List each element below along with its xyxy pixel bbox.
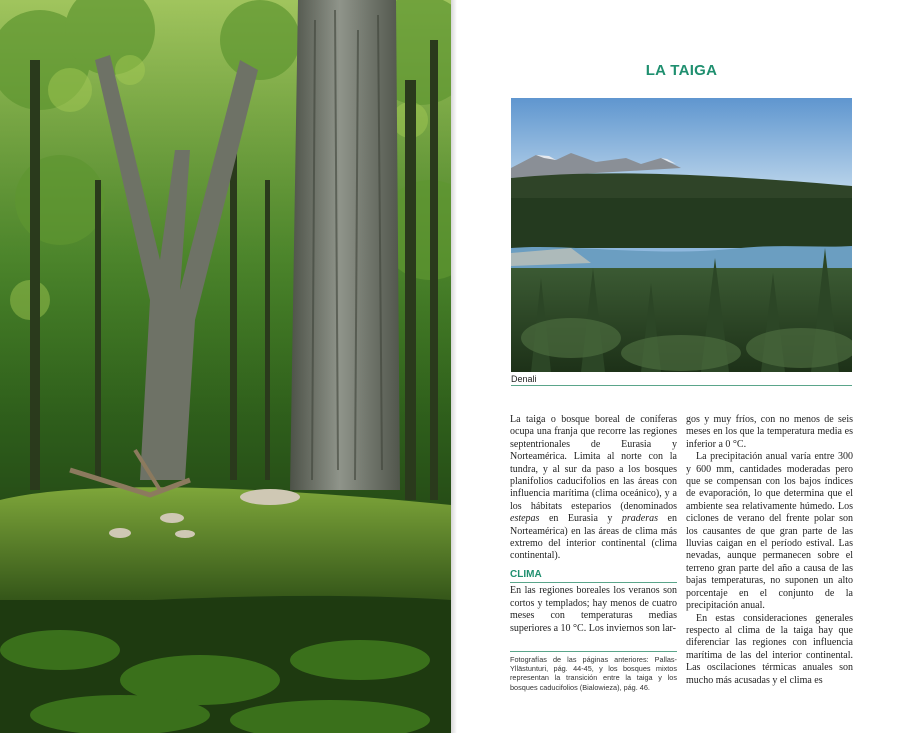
intro-italic-term: praderas [621, 513, 659, 525]
footnote-text: Fotografías de las páginas anteriores: Pallas-Yllästunturi, pág. 44-45, y los bosques mixtos representan la transición entre la taiga y los bosques caducifolios (Bialowieza), pág. 46. [510, 655, 677, 692]
paragraph-continuation: gos y muy fríos, con no menos de seis meses en los que la temperatura media es inferior a 0 °C. [686, 414, 853, 450]
intro-text-part: en Norteamérica) en las áreas de clima más extremo del interior continental (clima continental). [510, 513, 677, 562]
clima-paragraph: En las regiones boreales los veranos son cortos y templados; hay menos de cuatro meses con temperaturas medias superiores a 10 °C. Los inviernos son lar- [510, 585, 677, 634]
text-column-2 [686, 414, 853, 687]
intro-text-part: en Eurasia y [539, 513, 622, 525]
paragraph-precipitation: La precipitación anual varía entre 300 y 600 mm, cantidades moderadas pero que se compensan con los bajos índices de evaporación, lo que determina que el ambiente sea relativamente húmedo. Los ciclones de verano del frente polar son los causantes de que gran parte de las lluvias caigan en el período estival. Las nevadas, aunque permanecen sobre el terreno gran parte del año a causa de las bajas temperaturas, no suponen un alto porcentaje en el conjunto de la precipitación anual. [686, 451, 853, 612]
page-gutter [451, 0, 457, 733]
intro-paragraph [510, 414, 677, 563]
caption-rule [511, 385, 852, 386]
intro-italic-term: estepas [510, 513, 540, 525]
paragraph-considerations: En estas consideraciones generales respecto al clima de la taiga hay que diferenciar las regiones con influencia marítima de las del interior continental. Las oscilaciones térmicas anuales son mucho más acusadas y el clima es [686, 612, 853, 686]
page-title: LA TAIGA [645, 62, 718, 79]
intro-text-part: La taiga o bosque boreal de coníferas ocupa una franja que recorre las regiones septentrionales de Eurasia y Norteamérica. Limita al norte con la tundra, y al sur da paso a los bosques planifolios caducifolios en las áreas con influencia marítima (clima oceánico), y a los hábitats esteparios (denominados [510, 414, 677, 512]
photo-credits-footnote [510, 651, 677, 692]
section-heading-clima: CLIMA [510, 569, 677, 583]
text-column-1 [510, 414, 677, 635]
landscape-photo [511, 98, 852, 372]
taiga-landscape-illustration [511, 98, 852, 372]
photo-caption: Denali [511, 374, 537, 384]
